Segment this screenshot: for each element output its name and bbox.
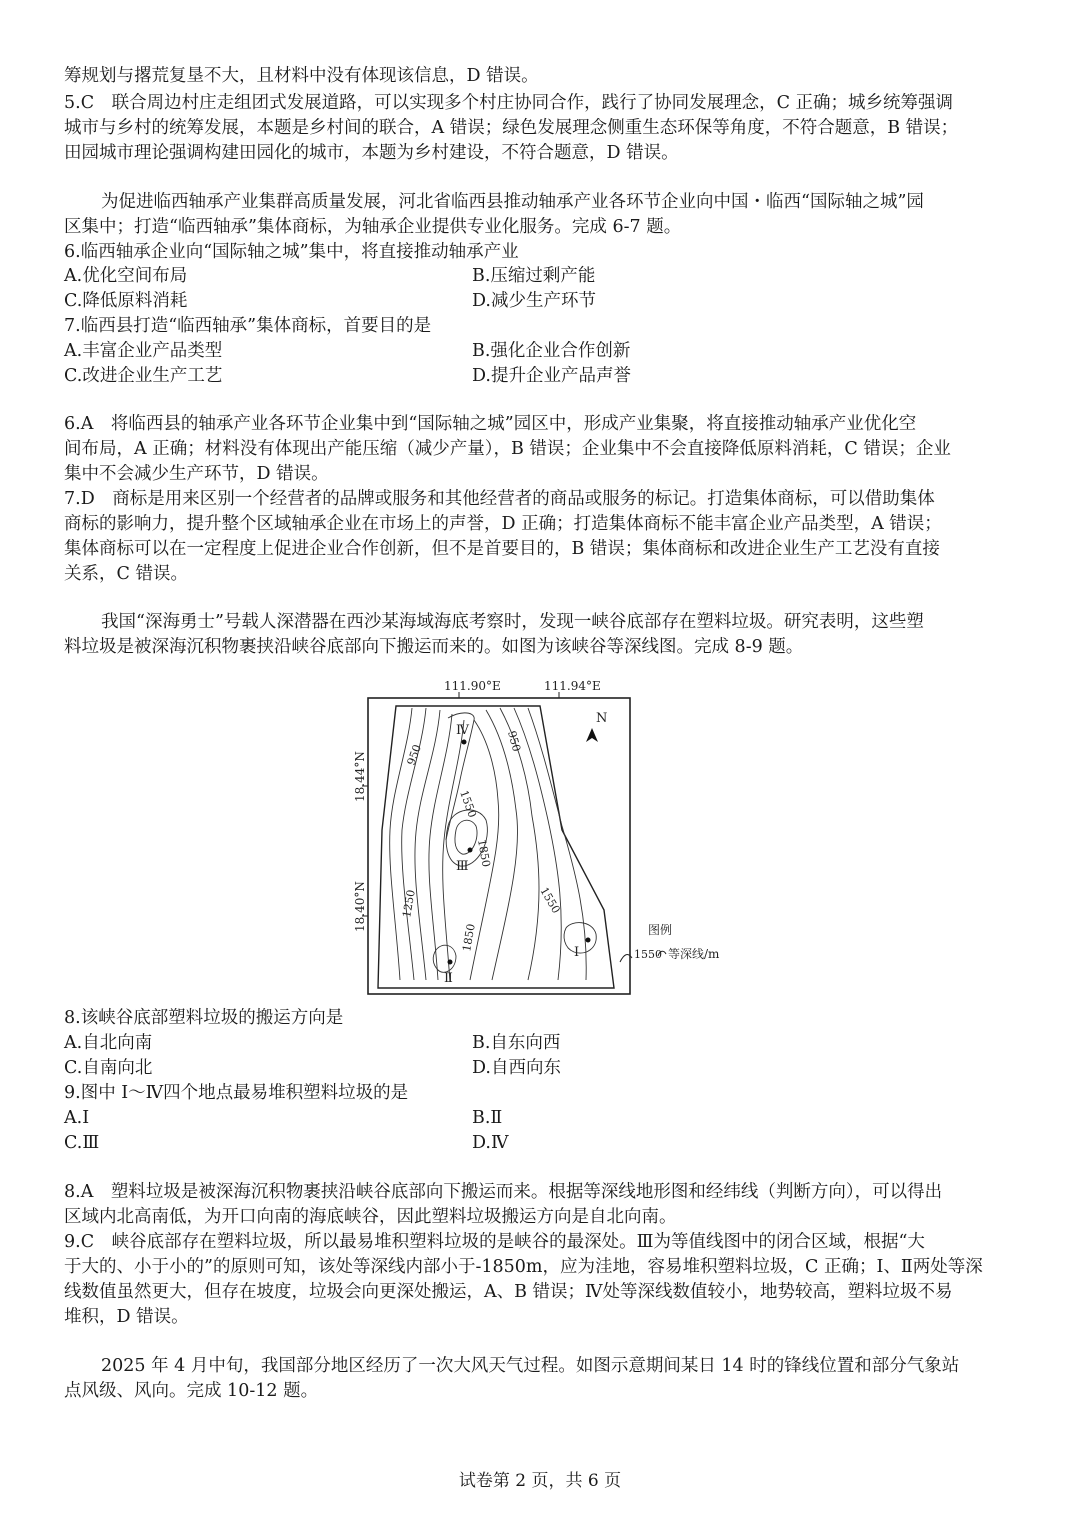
text-line: D.减少生产环节 <box>472 291 596 311</box>
text-line: 筹规划与撂荒复垦不大，且材料中没有体现该信息，D 错误。 <box>64 66 539 86</box>
text-line: 料垃圾是被深海沉积物裹挟沿峡谷底部向下搬运而来的。如图为该峡谷等深线图。完成 8-9 题。 <box>64 637 804 657</box>
text-line: 商标的影响力，提升整个区域轴承企业在市场上的声誉，D 正确；打造集体商标不能丰富企业产品类型，A 错误； <box>64 514 942 534</box>
text-line: B.压缩过剩产能 <box>472 266 596 286</box>
text-line: 我国“深海勇士”号载人深潜器在西沙某海域海底考察时，发现一峡谷底部存在塑料垃圾。研究表明，这些塑 <box>101 612 924 632</box>
lon-label: 111.90°E <box>444 680 501 693</box>
lat-label: 18.44°N <box>353 751 367 802</box>
text-line: C.改进企业生产工艺 <box>64 366 223 386</box>
depth-label: 1850 <box>475 838 493 869</box>
depth-label: 1250 <box>400 888 418 919</box>
text-line: 2025 年 4 月中旬，我国部分地区经历了一次大风天气过程。如图示意期间某日 14 时的锋线位置和部分气象站 <box>101 1356 960 1376</box>
text-line: 间布局，A 正确；材料没有体现出产能压缩（减少产量），B 错误；企业集中不会直接降低原料消耗，C 错误；企业 <box>64 439 951 459</box>
text-line: 9.图中 I～Ⅳ四个地点最易堆积塑料垃圾的是 <box>64 1083 409 1103</box>
text-line: D.Ⅳ <box>472 1133 509 1153</box>
legend-title: 图例 <box>648 923 673 937</box>
text-line: 5.C 联合周边村庄走组团式发展道路，可以实现多个村庄协同合作，践行了协同发展理念，C 正确；城乡统筹强调 <box>64 93 954 113</box>
text-line: B.自东向西 <box>472 1033 561 1053</box>
text-line: 8.A 塑料垃圾是被深海沉积物裹挟沿峡谷底部向下搬运而来。根据等深线地形图和经纬线（判断方向），可以得出 <box>64 1182 943 1202</box>
point-label: Ⅱ <box>444 971 453 986</box>
text-line: 堆积，D 错误。 <box>64 1307 189 1327</box>
text-line: 于大的、小于小的”的原则可知，该处等深线内部小于-1850m，应为洼地，容易堆积塑料垃圾，C 正确；Ⅰ、Ⅱ两处等深 <box>64 1257 983 1277</box>
depth-label: 1550 <box>457 788 479 820</box>
text-line: 线数值虽然更大，但存在坡度，垃圾会向更深处搬运，A、B 错误；Ⅳ处等深线数值较小，地势较高，塑料垃圾不易 <box>64 1282 953 1302</box>
point-marker <box>586 938 591 943</box>
text-line: 田园城市理论强调构建田园化的城市，本题为乡村建设，不符合题意，D 错误。 <box>64 143 679 163</box>
text-line: 为促进临西轴承产业集群高质量发展，河北省临西县推动轴承产业各环节企业向中国・临西“国际轴之城”园 <box>101 192 924 212</box>
page-footer: 试卷第 2 页，共 6 页 <box>458 1471 622 1491</box>
depth-label: 950 <box>505 729 524 754</box>
text-line: A.优化空间布局 <box>64 266 188 286</box>
text-line: 城市与乡村的统筹发展，本题是乡村间的联合，A 错误；绿色发展理念侧重生态环保等角度，不符合题意，B 错误； <box>64 118 959 138</box>
lat-label: 18.40°N <box>353 881 367 932</box>
point-label: Ⅳ <box>456 723 469 738</box>
point-marker <box>448 960 453 965</box>
text-line: 点风级、风向。完成 10-12 题。 <box>64 1381 319 1401</box>
text-line: 7.D 商标是用来区别一个经营者的品牌或服务和其他经营者的商品或服务的标记。打造集体商标，可以借助集体 <box>64 489 935 509</box>
text-line: 集体商标可以在一定程度上促进企业合作创新，但不是首要目的，B 错误；集体商标和改进企业生产工艺没有直接 <box>64 539 940 559</box>
canyon-isobath-map <box>352 680 732 1000</box>
lon-label: 111.94°E <box>544 680 601 693</box>
north-arrow-icon <box>586 711 607 742</box>
text-line: A.Ⅰ <box>64 1108 90 1128</box>
point-label: Ⅰ <box>574 945 580 960</box>
text-line: A.自北向南 <box>64 1033 153 1053</box>
text-line: 区集中；打造“临西轴承”集体商标，为轴承企业提供专业化服务。完成 6-7 题。 <box>64 217 682 237</box>
text-line: B.强化企业合作创新 <box>472 341 631 361</box>
north-label: N <box>596 711 608 726</box>
text-line: A.丰富企业产品类型 <box>64 341 223 361</box>
point-marker <box>462 740 467 745</box>
depth-label: 1850 <box>460 922 478 953</box>
text-line: C.降低原料消耗 <box>64 291 188 311</box>
text-line: 7.临西县打造“临西轴承”集体商标，首要目的是 <box>64 316 432 336</box>
text-line: 集中不会减少生产环节，D 错误。 <box>64 464 329 484</box>
text-line: 关系，C 错误。 <box>64 564 188 584</box>
text-line: 9.C 峡谷底部存在塑料垃圾，所以最易堆积塑料垃圾的是峡谷的最深处。Ⅲ为等值线图中的闭合区域，根据“大 <box>64 1232 925 1252</box>
text-line: 6.临西轴承企业向“国际轴之城”集中，将直接推动轴承产业 <box>64 242 519 262</box>
text-line: D.提升企业产品声誉 <box>472 366 631 386</box>
depth-label: 950 <box>404 742 425 768</box>
text-line: B.Ⅱ <box>472 1108 503 1128</box>
text-line: D.自西向东 <box>472 1058 561 1078</box>
legend-label: 等深线/m <box>668 947 720 961</box>
text-line: 区域内北高南低，为开口向南的海底峡谷，因此塑料垃圾搬运方向是自北向南。 <box>64 1207 677 1227</box>
legend-value: 1550 <box>634 948 662 961</box>
text-line: C.Ⅲ <box>64 1133 100 1153</box>
text-line: 6.A 将临西县的轴承产业各环节企业集中到“国际轴之城”园区中，形成产业集聚，将直接推动轴承产业优化空 <box>64 414 917 434</box>
point-marker <box>468 848 473 853</box>
text-line: 8.该峡谷底部塑料垃圾的搬运方向是 <box>64 1008 344 1028</box>
point-label: Ⅲ <box>456 859 469 874</box>
text-line: C.自南向北 <box>64 1058 153 1078</box>
depth-label: 1550 <box>537 885 563 916</box>
